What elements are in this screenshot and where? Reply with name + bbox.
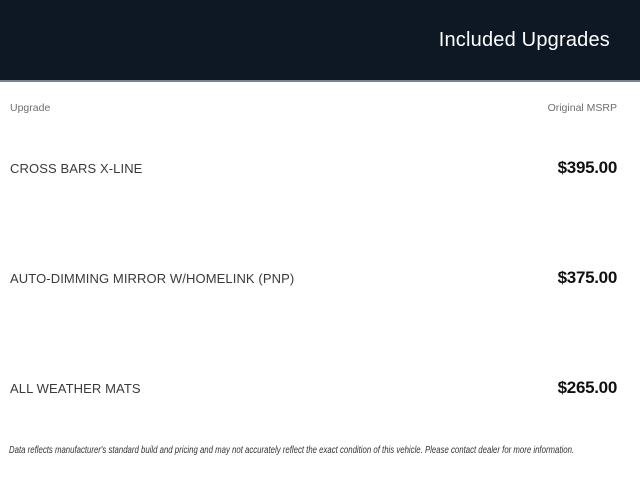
page-title: Included Upgrades <box>438 28 610 51</box>
upgrade-price: $265.00 <box>557 378 617 397</box>
table-row <box>10 158 617 178</box>
upgrade-price: $375.00 <box>557 268 617 287</box>
column-header-msrp: Original MSRP <box>547 101 617 114</box>
header-banner <box>0 0 640 82</box>
upgrade-price: $395.00 <box>557 158 617 177</box>
upgrade-name: CROSS BARS X-LINE <box>10 160 143 176</box>
upgrade-name: ALL WEATHER MATS <box>10 380 141 396</box>
table-row <box>10 268 617 288</box>
table-column-headers <box>10 101 617 114</box>
table-row <box>10 378 617 398</box>
upgrade-name: AUTO-DIMMING MIRROR W/HOMELINK (PNP) <box>10 270 295 286</box>
disclaimer-text: Data reflects manufacturer's standard build and pricing and may not accurately reflect the exact condition of this vehicle. Please contact dealer for more information. <box>9 445 575 456</box>
column-header-upgrade: Upgrade <box>10 101 51 114</box>
upgrades-table <box>10 101 617 398</box>
